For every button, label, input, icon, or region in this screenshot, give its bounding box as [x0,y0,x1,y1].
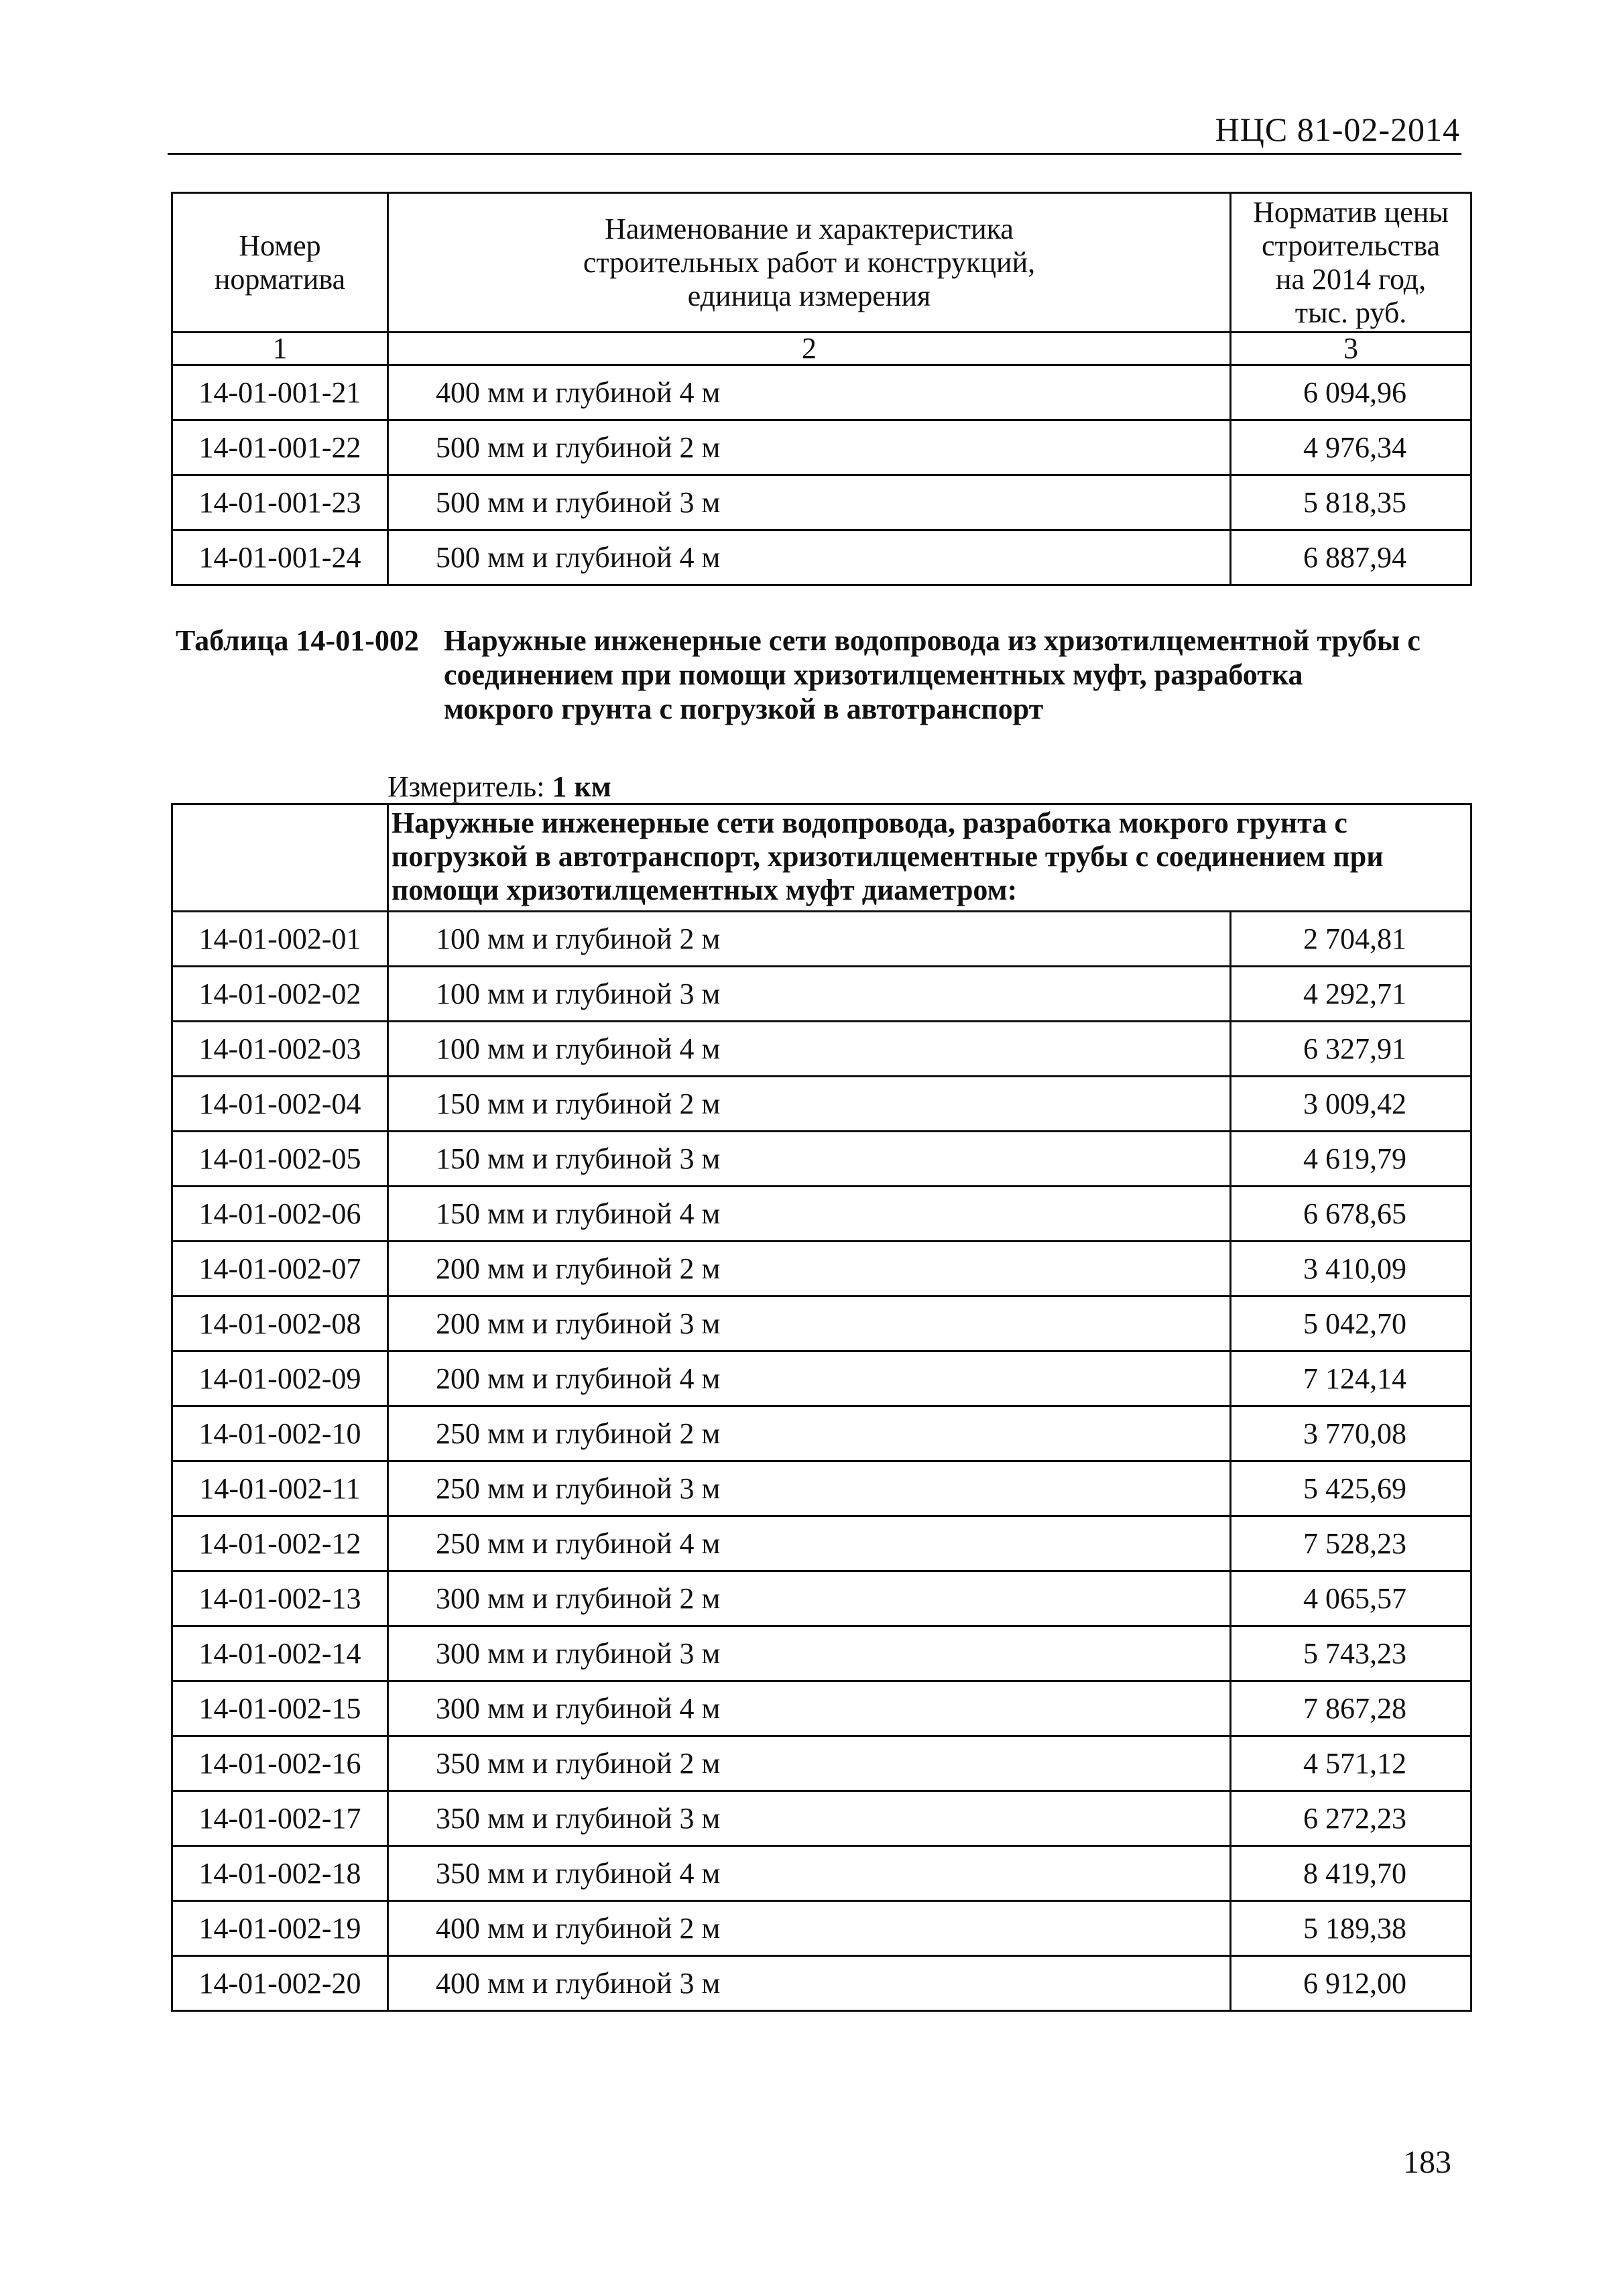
description-cell: 100 мм и глубиной 4 м [388,1022,1231,1077]
table-row [172,1846,1471,1901]
table-row [172,1736,1471,1791]
table-row [172,1022,1471,1077]
table-row [172,1626,1471,1681]
measurement-unit [387,770,611,804]
table-row [172,530,1471,585]
document-code: НЦС 81-02-2014 [1215,111,1460,148]
table-row [172,1956,1471,2011]
norm-code-cell: 14-01-002-01 [172,912,388,967]
description-cell: 400 мм и глубиной 2 м [388,1901,1231,1956]
table-row [172,1791,1471,1846]
description-cell: 150 мм и глубиной 4 м [388,1187,1231,1242]
description-cell: 400 мм и глубиной 4 м [388,365,1231,420]
table-row [172,475,1471,530]
description-cell: 500 мм и глубиной 4 м [388,530,1231,585]
table-row [172,1077,1471,1132]
table-row [172,1516,1471,1571]
table-row [172,1351,1471,1406]
norm-code-cell: 14-01-002-20 [172,1956,388,2011]
page-number: 183 [1403,2144,1451,2180]
header-work-name: Наименование и характеристика строительных работ и конструкций, единица измерения [388,193,1231,333]
table-row [172,365,1471,420]
price-cell: 6 887,94 [1231,530,1471,585]
description-cell: 250 мм и глубиной 3 м [388,1461,1231,1516]
norm-code-cell: 14-01-002-11 [172,1461,388,1516]
norm-code-cell: 14-01-002-03 [172,1022,388,1077]
norm-code-cell: 14-01-002-12 [172,1516,388,1571]
norm-code-cell: 14-01-002-06 [172,1187,388,1242]
price-cell: 2 704,81 [1231,912,1471,967]
table-row [172,967,1471,1022]
norm-code-cell: 14-01-002-05 [172,1132,388,1187]
price-cell: 6 094,96 [1231,365,1471,420]
table-row [172,1901,1471,1956]
page-header [168,113,1461,155]
table-row [172,1132,1471,1187]
price-cell: 5 189,38 [1231,1901,1471,1956]
price-cell: 3 770,08 [1231,1406,1471,1461]
price-cell: 5 743,23 [1231,1626,1471,1681]
description-cell: 300 мм и глубиной 2 м [388,1571,1231,1626]
description-cell: 300 мм и глубиной 3 м [388,1626,1231,1681]
price-cell: 7 124,14 [1231,1351,1471,1406]
norm-code-cell: 14-01-001-23 [172,475,388,530]
price-cell: 7 528,23 [1231,1516,1471,1571]
column-number-row [172,333,1471,365]
description-cell: 500 мм и глубиной 3 м [388,475,1231,530]
norm-code-cell: 14-01-002-04 [172,1077,388,1132]
table-row [172,1571,1471,1626]
description-cell: 350 мм и глубиной 2 м [388,1736,1231,1791]
norm-code-cell: 14-01-002-07 [172,1242,388,1296]
description-cell: 200 мм и глубиной 4 м [388,1351,1231,1406]
norm-code-cell: 14-01-001-21 [172,365,388,420]
table-header-row [172,193,1471,333]
table-row [172,1187,1471,1242]
price-cell: 7 867,28 [1231,1681,1471,1736]
description-cell: 200 мм и глубиной 2 м [388,1242,1231,1296]
norm-code-cell: 14-01-002-19 [172,1901,388,1956]
norm-code-cell: 14-01-002-08 [172,1296,388,1351]
description-cell: 300 мм и глубиной 4 м [388,1681,1231,1736]
norm-code-cell: 14-01-002-10 [172,1406,388,1461]
column-number: 2 [388,333,1231,365]
norm-code-cell: 14-01-002-14 [172,1626,388,1681]
price-cell: 6 327,91 [1231,1022,1471,1077]
header-norm-number: Номер норматива [172,193,388,333]
measure-value: 1 км [552,770,611,803]
price-cell: 6 272,23 [1231,1791,1471,1846]
group-header-text: Наружные инженерные сети водопровода, разработка мокрого грунта с погрузкой в автотранспорт, хризотилцементные трубы с соединением при помощи хризотилцементных муфт диаметром: [388,804,1471,912]
norm-code-cell: 14-01-002-17 [172,1791,388,1846]
description-cell: 400 мм и глубиной 3 м [388,1956,1231,2011]
norm-code-cell: 14-01-002-13 [172,1571,388,1626]
table-title-text: Наружные инженерные сети водопровода из хризотилцементной трубы с соединением при помощи хризотилцементных муфт, разработка мокрого грунта с погрузкой в автотранспорт [444,624,1421,725]
description-cell: 150 мм и глубиной 2 м [388,1077,1231,1132]
price-cell: 5 818,35 [1231,475,1471,530]
price-cell: 8 419,70 [1231,1846,1471,1901]
table-row [172,1681,1471,1736]
description-cell: 350 мм и глубиной 3 м [388,1791,1231,1846]
norm-code-cell: 14-01-002-15 [172,1681,388,1736]
price-cell: 3 009,42 [1231,1077,1471,1132]
price-cell: 6 678,65 [1231,1187,1471,1242]
norm-code-cell: 14-01-002-16 [172,1736,388,1791]
price-cell: 4 292,71 [1231,967,1471,1022]
price-cell: 5 425,69 [1231,1461,1471,1516]
description-cell: 500 мм и глубиной 2 м [388,420,1231,475]
table-row [172,1406,1471,1461]
measure-label: Измеритель: [387,770,545,803]
norm-code-cell: 14-01-001-24 [172,530,388,585]
price-cell: 4 571,12 [1231,1736,1471,1791]
description-cell: 250 мм и глубиной 4 м [388,1516,1231,1571]
table-prices-14-01-002 [171,803,1472,2012]
table-row [172,420,1471,475]
column-number: 3 [1231,333,1471,365]
column-number: 1 [172,333,388,365]
price-cell: 6 912,00 [1231,1956,1471,2011]
header-price-norm: Норматив цены строительства на 2014 год, тыс. руб. [1231,193,1471,333]
description-cell: 250 мм и глубиной 2 м [388,1406,1231,1461]
description-cell: 200 мм и глубиной 3 м [388,1296,1231,1351]
table-label: Таблица 14-01-002 [176,624,419,657]
price-cell: 5 042,70 [1231,1296,1471,1351]
description-cell: 100 мм и глубиной 3 м [388,967,1231,1022]
norm-code-cell: 14-01-002-02 [172,967,388,1022]
description-cell: 350 мм и глубиной 4 м [388,1846,1231,1901]
table-prices-14-01-001 [171,192,1472,586]
price-cell: 4 619,79 [1231,1132,1471,1187]
norm-code-cell: 14-01-002-09 [172,1351,388,1406]
norm-code-cell: 14-01-002-18 [172,1846,388,1901]
price-cell: 4 065,57 [1231,1571,1471,1626]
table-row [172,1242,1471,1296]
description-cell: 150 мм и глубиной 3 м [388,1132,1231,1187]
norm-code-cell: 14-01-001-22 [172,420,388,475]
description-cell: 100 мм и глубиной 2 м [388,912,1231,967]
price-cell: 3 410,09 [1231,1242,1471,1296]
group-header-row [172,804,1471,912]
price-cell: 4 976,34 [1231,420,1471,475]
table-row [172,1461,1471,1516]
group-header-empty-cell [172,804,388,912]
table-row [172,912,1471,967]
table-row [172,1296,1471,1351]
